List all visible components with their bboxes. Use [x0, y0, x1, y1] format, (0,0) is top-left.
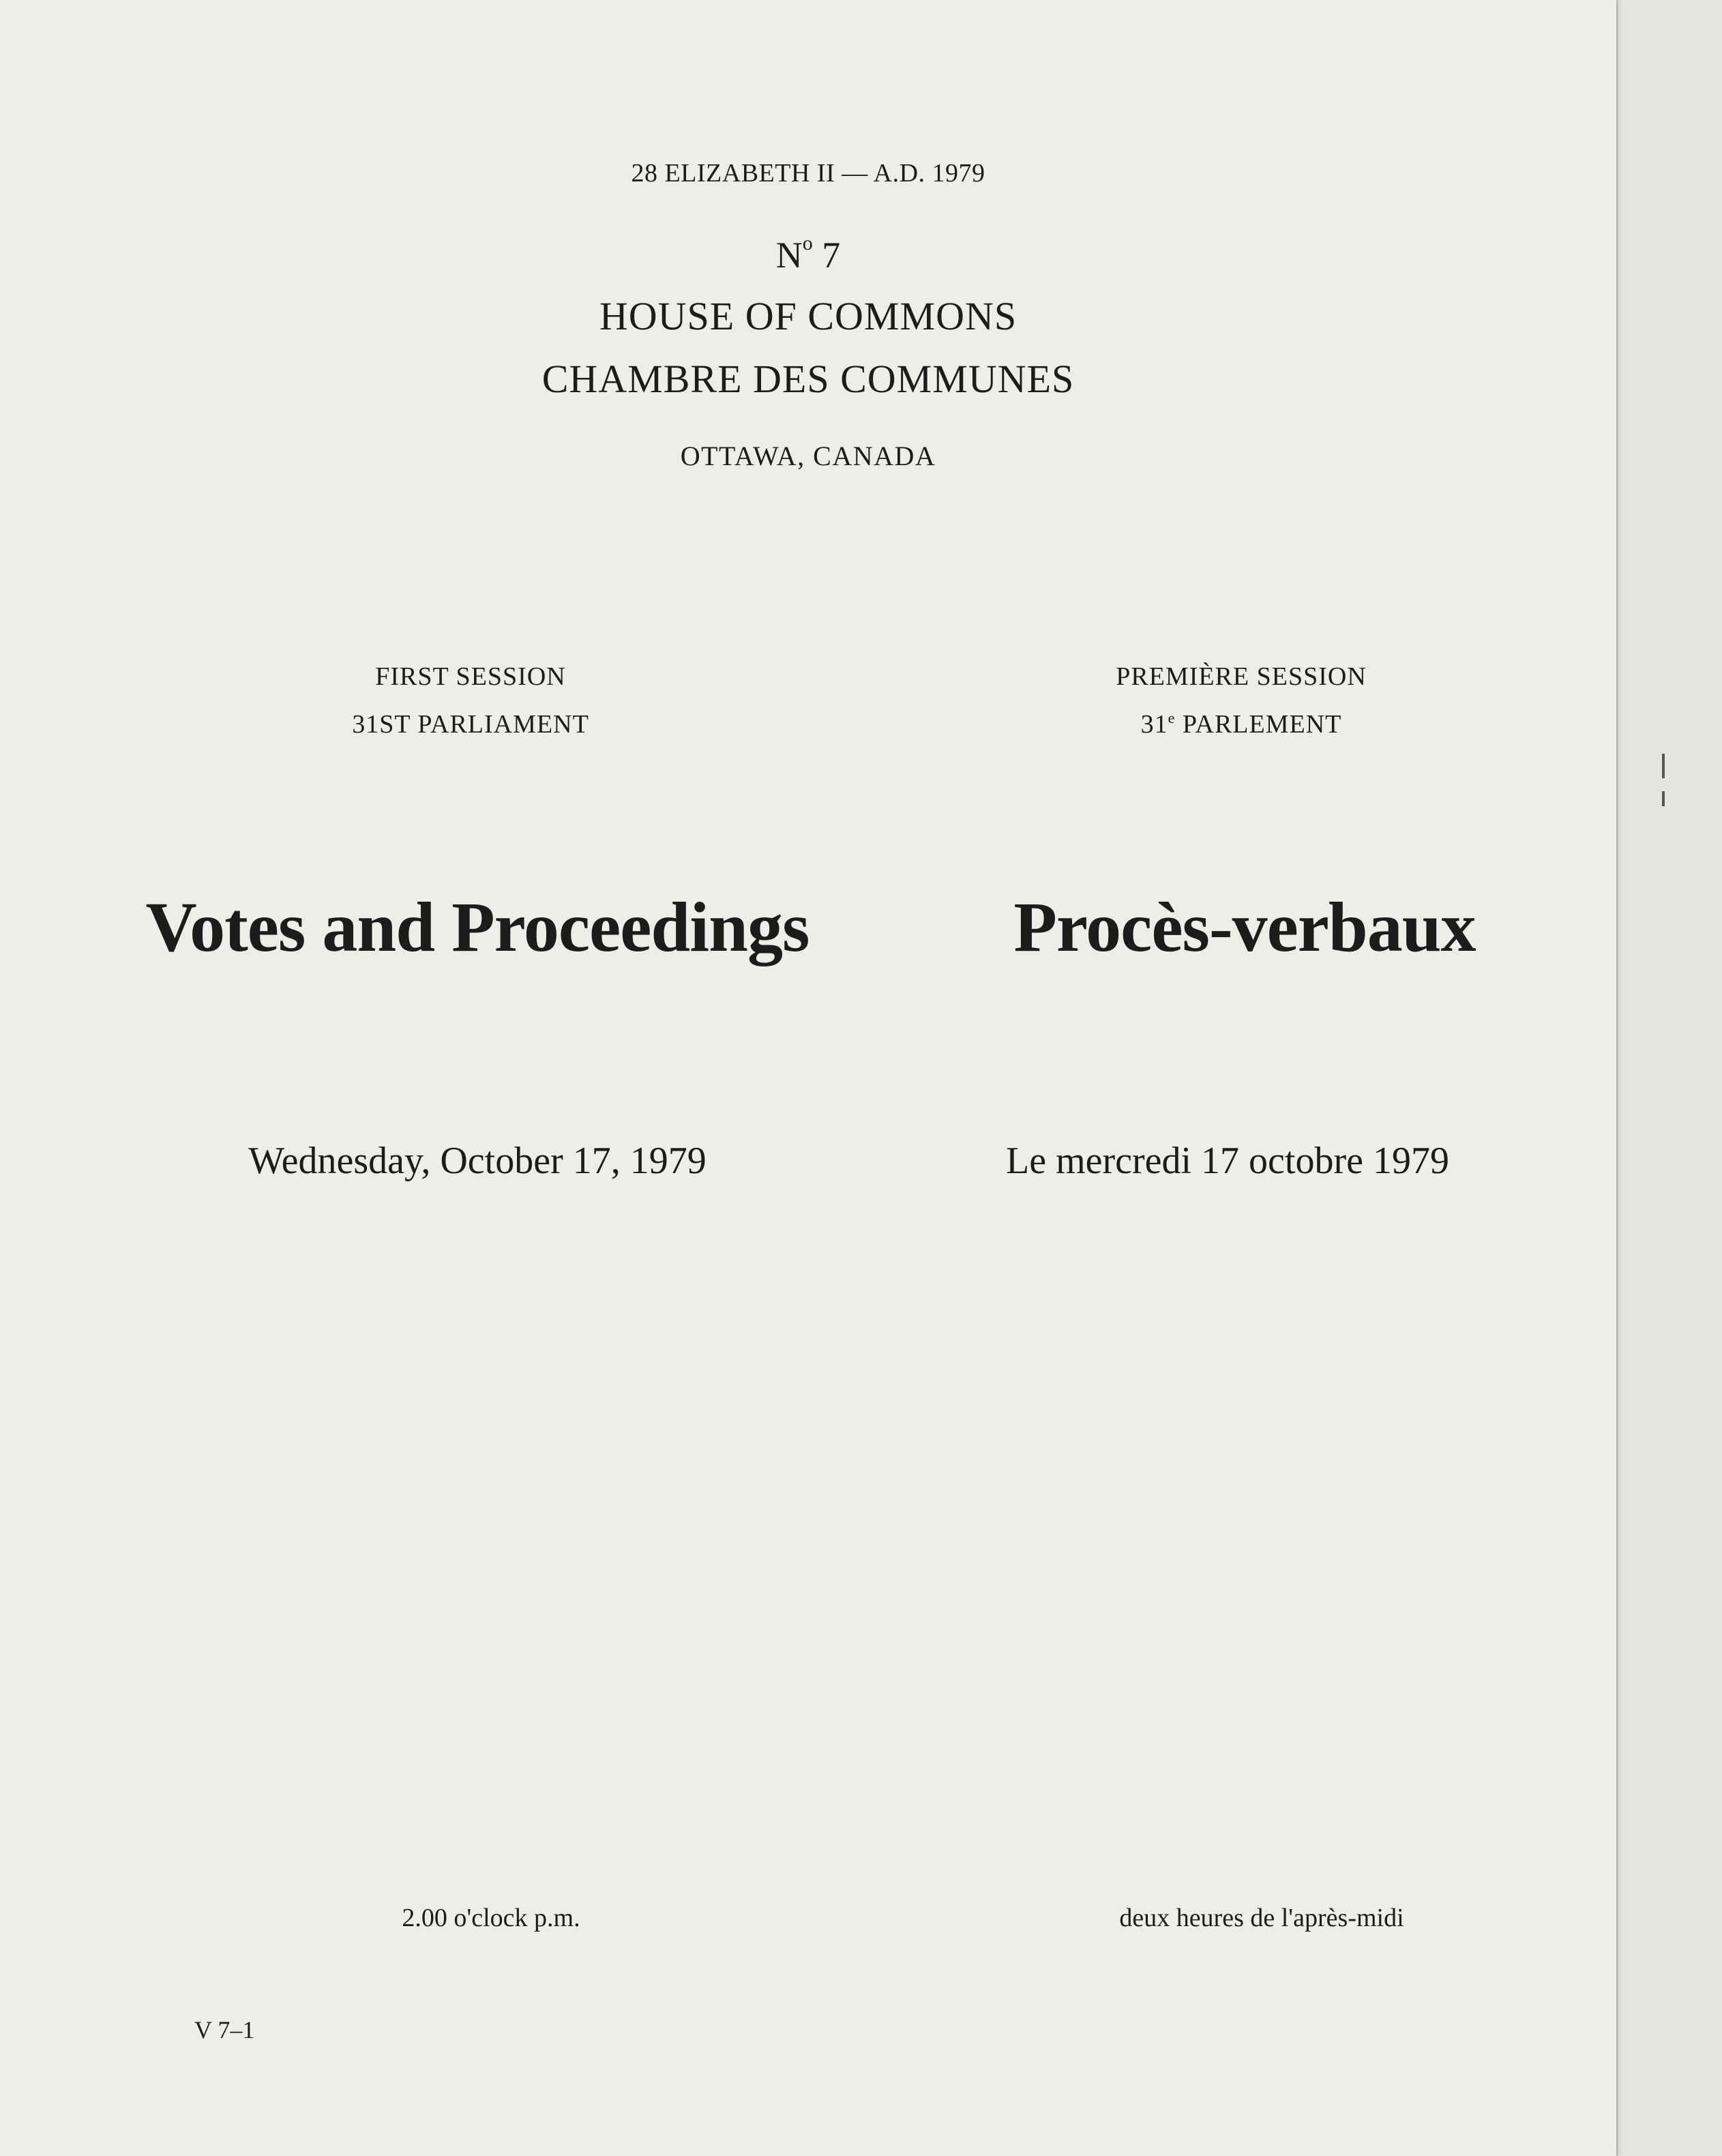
sitting-hour-english: 2.00 o'clock p.m. [402, 1904, 580, 1932]
next-sheet-edge [1616, 0, 1722, 2156]
house-name-french: CHAMBRE DES COMMUNES [541, 357, 1075, 401]
issue-prefix: N [775, 235, 803, 276]
parliament-french-word: PARLEMENT [1182, 710, 1342, 739]
issue-superscript: o [802, 232, 813, 254]
parliament-english: 31ST PARLIAMENT [352, 710, 589, 739]
issue-value: 7 [822, 235, 841, 276]
place-of-publication: OTTAWA, CANADA [680, 441, 936, 471]
parliament-french-superscript: e [1168, 709, 1176, 726]
session-french: PREMIÈRE SESSION [1116, 662, 1367, 691]
sitting-hour-french: deux heures de l'après-midi [1119, 1904, 1404, 1932]
edge-mark [1662, 791, 1665, 806]
page-reference: V 7–1 [194, 2016, 255, 2043]
issue-number [0, 232, 1616, 276]
title-french: Procès-verbaux [1013, 888, 1476, 966]
edge-mark [1662, 754, 1665, 778]
parliament-french-number: 31 [1140, 710, 1168, 739]
date-english: Wednesday, October 17, 1979 [248, 1140, 707, 1182]
date-french: Le mercredi 17 octobre 1979 [1006, 1140, 1449, 1182]
session-english: FIRST SESSION [375, 662, 566, 691]
regnal-year: 28 ELIZABETH II — A.D. 1979 [631, 159, 985, 188]
house-name-english: HOUSE OF COMMONS [599, 294, 1018, 338]
parliament-french [866, 709, 1616, 739]
title-english: Votes and Proceedings [145, 888, 810, 966]
